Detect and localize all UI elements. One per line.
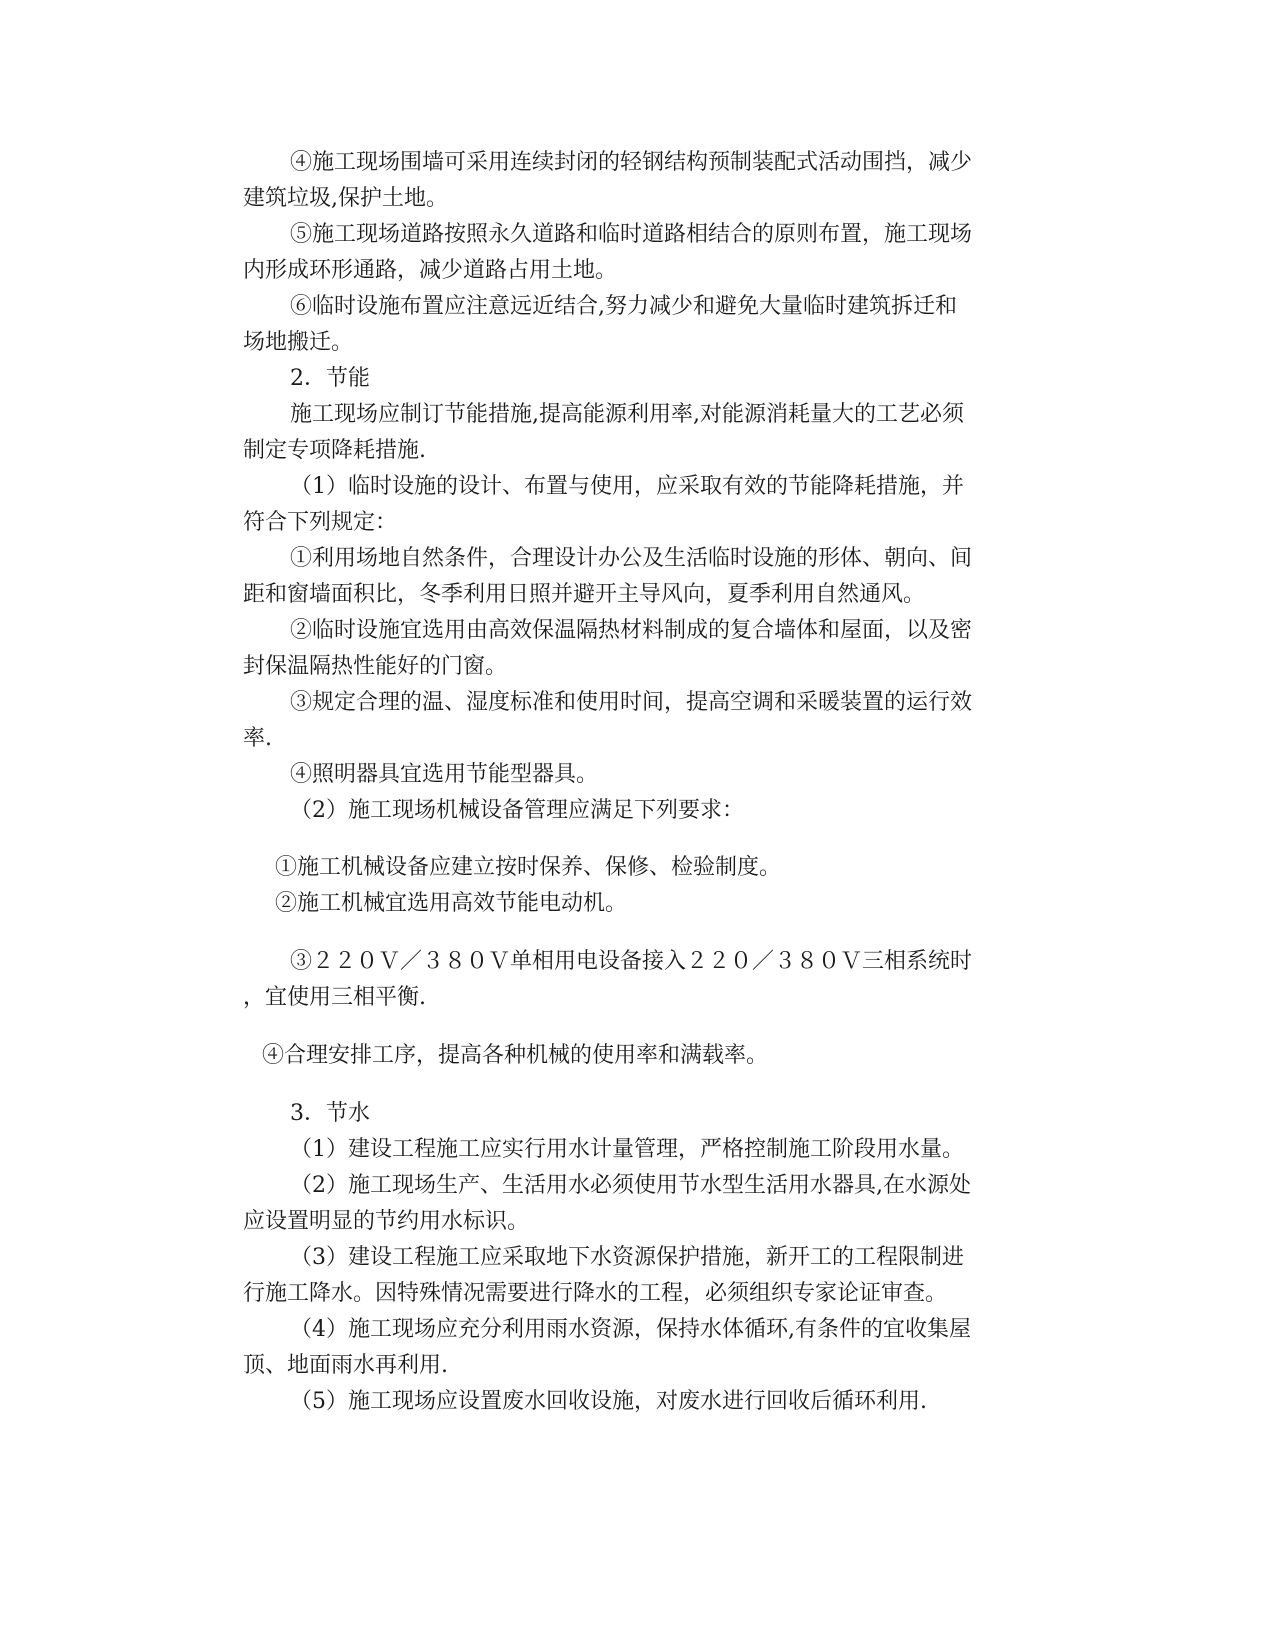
text-line: 符合下列规定：	[243, 510, 398, 535]
text-line: 行施工降水。因特殊情况需要进行降水的工程，必须组织专家论证审查。	[243, 1281, 948, 1306]
section-heading: 3．节水	[290, 1101, 370, 1126]
text-line: （4）施工现场应充分利用雨水资源，保持水体循环,有条件的宜收集屋	[290, 1317, 971, 1342]
text-line: ⑤施工现场道路按照永久道路和临时道路相结合的原则布置，施工现场	[290, 222, 973, 247]
section-heading: 2．节能	[290, 366, 370, 391]
text-line: ③２２０Ｖ／３８０Ｖ单相用电设备接入２２０／３８０Ｖ三相系统时	[290, 949, 973, 974]
text-line: 距和窗墙面积比，冬季利用日照并避开主导风向，夏季利用自然通风。	[243, 582, 926, 607]
text-line: ④照明器具宜选用节能型器具。	[290, 762, 599, 787]
text-line: （5）施工现场应设置废水回收设施，对废水进行回收后循环利用.	[290, 1389, 927, 1414]
text-line: ②临时设施宜选用由高效保温隔热材料制成的复合墙体和屋面，以及密	[290, 618, 973, 643]
text-line: ①利用场地自然条件，合理设计办公及生活临时设施的形体、朝向、间	[290, 546, 973, 571]
text-line: ②施工机械宜选用高效节能电动机。	[275, 891, 628, 916]
text-line: 顶、地面雨水再利用.	[243, 1353, 448, 1378]
text-line: ，宜使用三相平衡.	[243, 985, 426, 1010]
text-line: 场地搬迁。	[243, 330, 354, 355]
text-line: 制定专项降耗措施.	[243, 438, 426, 463]
text-line: 内形成环形通路，减少道路占用土地。	[243, 258, 618, 283]
text-line: （3）建设工程施工应采取地下水资源保护措施，新开工的工程限制进	[290, 1245, 964, 1270]
text-line: 建筑垃圾,保护土地。	[243, 186, 448, 211]
text-line: ④施工现场围墙可采用连续封闭的轻钢结构预制装配式活动围挡，减少	[290, 150, 973, 175]
text-line: ①施工机械设备应建立按时保养、保修、检验制度。	[275, 855, 782, 880]
text-line: 率.	[243, 726, 272, 751]
text-line: （1）临时设施的设计、布置与使用，应采取有效的节能降耗措施，并	[290, 474, 964, 499]
text-line: 施工现场应制订节能措施,提高能源利用率,对能源消耗量大的工艺必须	[290, 402, 964, 427]
text-line: （2）施工现场机械设备管理应满足下列要求：	[290, 798, 744, 823]
text-line: 应设置明显的节约用水标识。	[243, 1209, 530, 1234]
text-line: ④合理安排工序，提高各种机械的使用率和满载率。	[262, 1043, 769, 1068]
text-line: ⑥临时设施布置应注意远近结合,努力减少和避免大量临时建筑拆迁和	[290, 294, 957, 319]
text-line: （1）建设工程施工应实行用水计量管理，严格控制施工阶段用水量。	[290, 1137, 964, 1162]
text-line: ③规定合理的温、湿度标准和使用时间，提高空调和采暖装置的运行效	[290, 690, 973, 715]
text-line: （2）施工现场生产、生活用水必须使用节水型生活用水器具,在水源处	[290, 1173, 971, 1198]
text-line: 封保温隔热性能好的门窗。	[243, 654, 508, 679]
